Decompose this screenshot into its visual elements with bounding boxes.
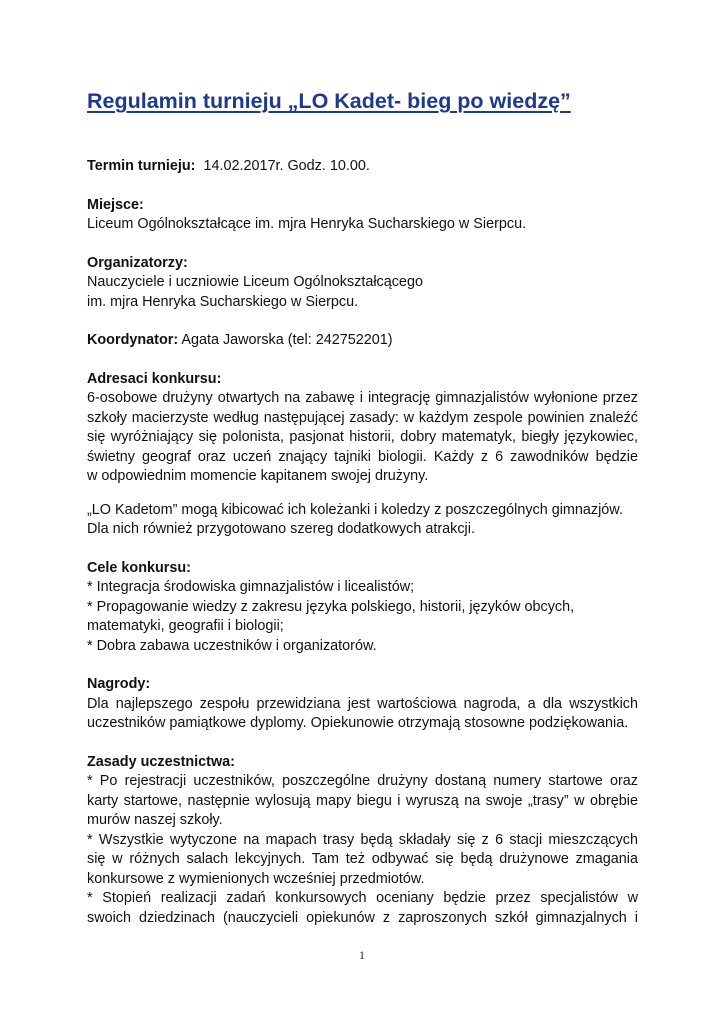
cele-label: Cele konkursu: xyxy=(87,559,191,576)
nagrody-line: Dla najlepszego zespołu przewidziana jest wartościowa nagroda, a dla wszystkich xyxy=(87,695,638,712)
kibice-line: Dla nich również przygotowano szereg dodatkowych atrakcji. xyxy=(87,521,475,537)
adresaci-line: w odpowiednim momencie kapitanem swojej drużyny. xyxy=(87,468,429,484)
cele-item: * Integracja środowiska gimnazjalistów i licealistów; xyxy=(87,579,415,595)
organizatorzy-section xyxy=(87,254,638,313)
adresaci-section xyxy=(87,370,638,540)
termin-section xyxy=(87,157,638,177)
document-body xyxy=(87,88,638,947)
organizatorzy-label: Organizatorzy: xyxy=(87,254,188,271)
adresaci-line: 6-osobowe drużyny otwartych na zabawę i integrację gimnazjalistów wyłonione przez xyxy=(87,390,638,406)
zasady-line: murów naszej szkoły. xyxy=(87,812,223,828)
termin-label: Termin turnieju: xyxy=(87,158,196,174)
zasady-label: Zasady uczestnictwa: xyxy=(87,753,235,770)
adresaci-line: się wyróżniający się polonista, pasjonat historii, dobry matematyk, biegły językowiec, xyxy=(87,429,638,445)
cele-section xyxy=(87,559,638,657)
nagrody-label: Nagrody: xyxy=(87,676,151,692)
miejsce-label: Miejsce: xyxy=(87,196,144,213)
page-number: 1 xyxy=(359,948,365,962)
koordynator-section xyxy=(87,331,638,351)
adresaci-line: świetny geograf oraz uczeń znający tajniki biologii. Każdy z 6 zawodników będzie xyxy=(87,448,638,465)
miejsce-value: Liceum Ogólnokształcące im. mjra Henryka Sucharskiego w Sierpcu. xyxy=(87,216,527,232)
zasady-section xyxy=(87,753,638,929)
zasady-line: się w różnych salach lekcyjnych. Tam też odbywać się będą drużynowe zmagania xyxy=(87,851,638,867)
zasady-line: konkursowe z wymienionych wcześniej przedmiotów. xyxy=(87,870,425,887)
zasady-line: * Stopień realizacji zadań konkursowych oceniany będzie przez specjalistów w xyxy=(87,890,638,906)
zasady-line: * Po rejestracji uczestników, poszczególne drużyny dostaną numery startowe oraz xyxy=(87,773,638,789)
koordynator-label: Koordynator: xyxy=(87,332,179,348)
kibice-paragraph xyxy=(87,501,638,540)
adresaci-label: Adresaci konkursu: xyxy=(87,370,222,387)
nagrody-line: uczestników pamiątkowe dyplomy. Opiekunowie otrzymają stosowne podziękowania. xyxy=(87,715,629,731)
zasady-line: karty startowe, następnie wylosują mapy biegu i wyruszą na swoje „trasy” w obrębie xyxy=(87,792,638,809)
cele-item: matematyki, geografii i biologii; xyxy=(87,618,284,634)
organizatorzy-line: Nauczyciele i uczniowie Liceum Ogólnokształcącego xyxy=(87,274,423,290)
miejsce-section xyxy=(87,196,638,235)
koordynator-value: Agata Jaworska (tel: 242752201) xyxy=(181,332,393,348)
cele-item: * Dobra zabawa uczestników i organizatorów. xyxy=(87,637,377,654)
adresaci-line: szkoły macierzyste według następującej zasady: w każdym zespole powinien znaleźć xyxy=(87,409,638,426)
termin-value: 14.02.2017r. Godz. 10.00. xyxy=(203,158,370,174)
nagrody-section xyxy=(87,675,638,734)
kibice-line: „LO Kadetom” mogą kibicować ich koleżanki i koledzy z poszczególnych gimnazjów. xyxy=(87,501,623,518)
organizatorzy-line: im. mjra Henryka Sucharskiego w Sierpcu. xyxy=(87,293,359,310)
zasady-line: * Wszystkie wytyczone na mapach trasy będą składały się z 6 stacji mieszczących xyxy=(87,831,638,848)
zasady-line: swoich dziedzinach (nauczycieli opiekunów z zaproszonych szkół gimnazjalnych i xyxy=(87,909,638,926)
cele-item: * Propagowanie wiedzy z zakresu języka polskiego, historii, języków obcych, xyxy=(87,598,575,615)
document-title: Regulamin turnieju „LO Kadet- bieg po wiedzę” xyxy=(87,89,571,113)
